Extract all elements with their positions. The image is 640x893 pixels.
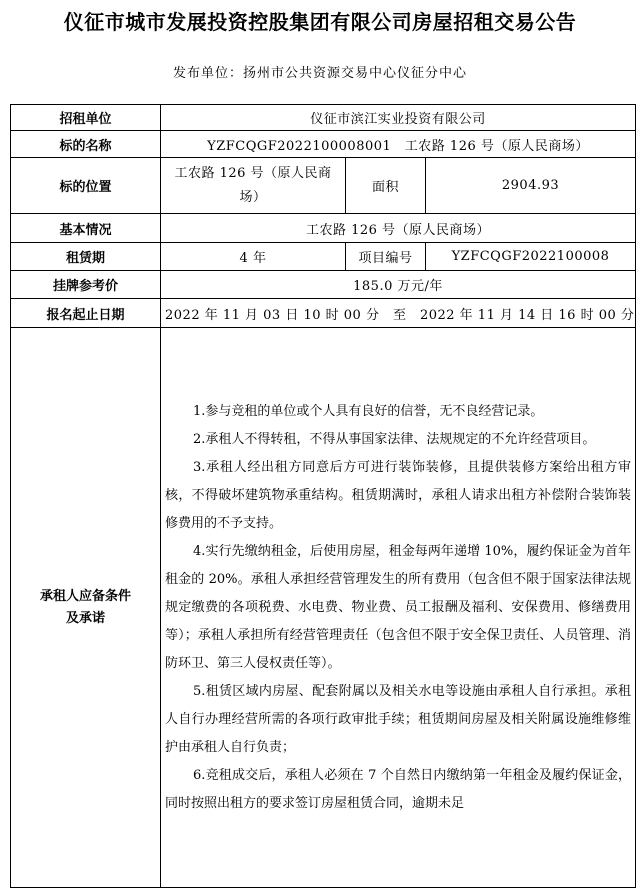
announcement-table — [10, 104, 636, 888]
condition-item: 4.实行先缴纳租金，后使用房屋，租金每两年递增 10%，履约保证金为首年租金的 20%。承租人承担经营管理发生的所有费用（包含但不限于国家法律法规规定缴费的各项税费、水电费、物业费、员工报酬及福利、安保费用、修缮费用等）；承租人承担所有经营管理责任（包含但不限于安全保卫责任、人员管理、消防环卫、第三人侵权责任等）。 — [165, 543, 632, 671]
label-basic: 基本情况 — [11, 214, 161, 243]
label-area: 面积 — [346, 158, 426, 214]
value-tenderer: 仪征市滨江实业投资有限公司 — [161, 105, 636, 131]
page-title: 仪征市城市发展投资控股集团有限公司房屋招租交易公告 — [63, 10, 577, 34]
condition-item: 6.竞租成交后，承租人必须在 7 个自然日内缴纳第一年租金及履约保证金，同时按照出租方的要求签订房屋租赁合同，逾期未足 — [165, 767, 632, 811]
row-term — [11, 243, 636, 271]
conditions-list — [161, 328, 636, 888]
label-project-no: 项目编号 — [346, 243, 426, 271]
publisher-line: 发布单位：扬州市公共资源交易中心仪征分中心 — [172, 66, 467, 81]
row-subject-name — [11, 131, 636, 158]
value-location: 工农路 126 号（原人民商场） — [161, 158, 346, 214]
label-conditions-line2: 及承诺 — [65, 610, 105, 626]
row-conditions — [11, 328, 636, 888]
label-price: 挂牌参考价 — [11, 271, 161, 299]
label-conditions — [11, 328, 161, 888]
row-price — [11, 271, 636, 299]
value-area: 2904.93 — [426, 158, 636, 214]
row-location — [11, 158, 636, 214]
row-dates — [11, 299, 636, 328]
label-tenderer: 招租单位 — [11, 105, 161, 131]
label-location: 标的位置 — [11, 158, 161, 214]
condition-item: 3.承租人经出租方同意后方可进行装饰装修，且提供装修方案给出租方审核，不得破坏建筑物承重结构。租赁期满时，承租人请求出租方补偿附合装饰装修费用的不予支持。 — [165, 459, 632, 531]
condition-item: 2.承租人不得转租，不得从事国家法律、法规规定的不允许经营项目。 — [193, 431, 596, 447]
label-subject-name: 标的名称 — [11, 131, 161, 158]
condition-item: 5.租赁区域内房屋、配套附属以及相关水电等设施由承租人自行承担。承租人自行办理经营所需的各项行政审批手续；租赁期间房屋及相关附属设施维修维护由承租人自行负责； — [165, 683, 632, 755]
value-term: 4 年 — [161, 243, 346, 271]
label-dates: 报名起止日期 — [11, 299, 161, 328]
row-basic — [11, 214, 636, 243]
value-dates: 2022 年 11 月 03 日 10 时 00 分 至 2022 年 11 月 14 日 16 时 00 分 — [161, 299, 636, 328]
label-term: 租赁期 — [11, 243, 161, 271]
value-basic: 工农路 126 号（原人民商场） — [161, 214, 636, 243]
value-subject-name: YZFCQGF2022100008001 工农路 126 号（原人民商场） — [161, 131, 636, 158]
value-project-no: YZFCQGF2022100008 — [426, 243, 636, 271]
row-tenderer — [11, 105, 636, 131]
condition-item: 1.参与竞租的单位或个人具有良好的信誉，无不良经营记录。 — [193, 403, 544, 419]
label-conditions-line1: 承租人应备条件 — [39, 588, 131, 604]
value-price: 185.0 万元/年 — [161, 271, 636, 299]
